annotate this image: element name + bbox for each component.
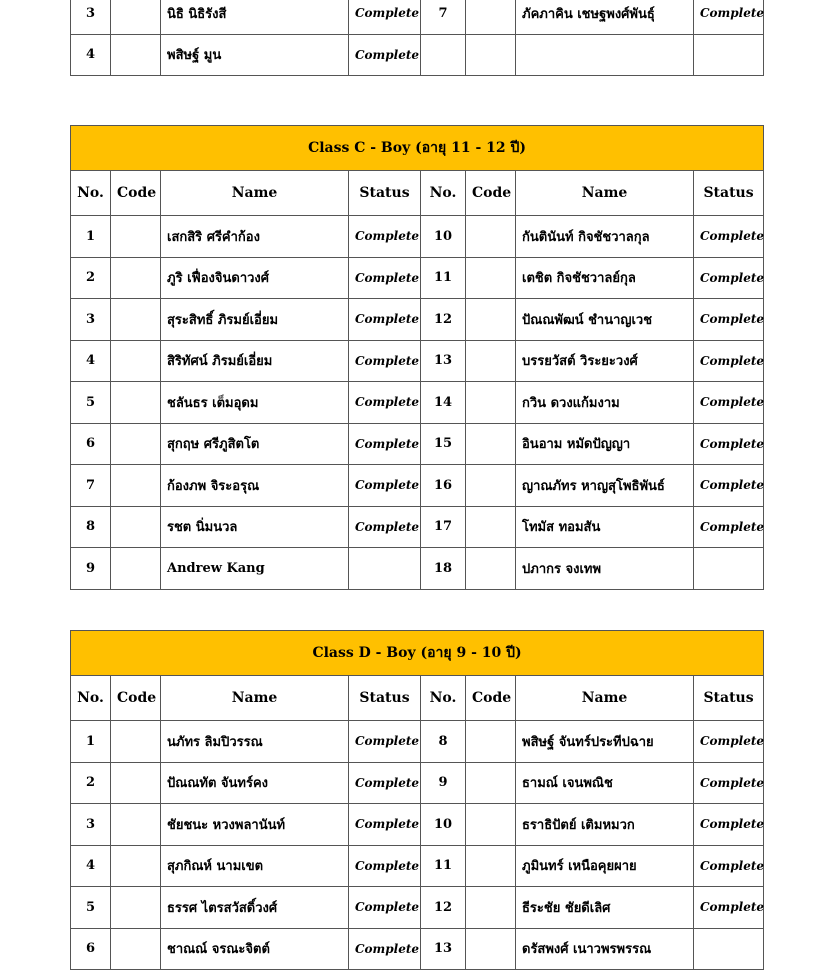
row-number: 18 <box>421 548 466 590</box>
row-name: พสิษฐ์ จันทร์ประทีปฉาย <box>516 721 694 763</box>
row-number: 15 <box>421 423 466 465</box>
table-row <box>71 506 764 548</box>
row-code <box>466 299 516 341</box>
row-name: ปภากร จงเทพ <box>516 548 694 590</box>
row-name: อินอาม หมัดปัญญา <box>516 423 694 465</box>
row-name: เสกสิริ ศรีคำก้อง <box>161 216 349 258</box>
row-status: Complete <box>349 762 421 804</box>
row-code <box>466 0 516 34</box>
header-status: Status <box>694 171 764 216</box>
row-status: Complete <box>694 216 764 258</box>
header-no: No. <box>421 171 466 216</box>
row-status: Complete <box>349 216 421 258</box>
row-number: 4 <box>71 845 111 887</box>
row-code <box>466 382 516 424</box>
row-status: Complete <box>694 299 764 341</box>
row-number: 10 <box>421 804 466 846</box>
header-code: Code <box>466 171 516 216</box>
class-c-title: Class C - Boy (อายุ 11 - 12 ปี) <box>71 126 764 171</box>
row-status: Complete <box>349 506 421 548</box>
header-no: No. <box>71 171 111 216</box>
header-name: Name <box>516 676 694 721</box>
table-row <box>71 257 764 299</box>
row-number: 12 <box>421 299 466 341</box>
row-number: 9 <box>421 762 466 804</box>
row-number: 6 <box>71 928 111 970</box>
row-code <box>111 721 161 763</box>
row-code <box>111 0 161 34</box>
class-d-table <box>70 630 764 970</box>
table-row <box>71 762 764 804</box>
row-status <box>694 548 764 590</box>
row-name: ชาณณ์ จรณะจิตต์ <box>161 928 349 970</box>
row-number: 13 <box>421 340 466 382</box>
row-number <box>421 34 466 76</box>
row-status: Complete <box>349 465 421 507</box>
row-status: Complete <box>694 465 764 507</box>
row-code <box>111 845 161 887</box>
row-code <box>111 34 161 76</box>
row-name: Andrew Kang <box>161 548 349 590</box>
row-code <box>466 721 516 763</box>
row-number: 3 <box>71 0 111 34</box>
row-code <box>466 506 516 548</box>
row-code <box>466 548 516 590</box>
row-status: Complete <box>349 0 421 34</box>
row-number: 8 <box>71 506 111 548</box>
row-status: Complete <box>349 257 421 299</box>
row-number: 11 <box>421 845 466 887</box>
row-name: ปัณณพัฒน์ ชำนาญเวช <box>516 299 694 341</box>
row-name <box>516 34 694 76</box>
row-code <box>111 548 161 590</box>
row-number: 11 <box>421 257 466 299</box>
table-row <box>71 216 764 258</box>
row-status <box>694 928 764 970</box>
row-name: ธามณ์ เจนพณิช <box>516 762 694 804</box>
row-name: ธรรศ ไตรสวัสดิ์วงศ์ <box>161 887 349 929</box>
row-number: 10 <box>421 216 466 258</box>
row-code <box>466 845 516 887</box>
row-name: กวิน ดวงแก้มงาม <box>516 382 694 424</box>
row-status: Complete <box>694 423 764 465</box>
row-name: ปัณณทัต จันทร์คง <box>161 762 349 804</box>
header-name: Name <box>161 171 349 216</box>
previous-class-table <box>70 0 764 76</box>
row-name: ก้องภพ จิระอรุณ <box>161 465 349 507</box>
row-code <box>111 299 161 341</box>
row-code <box>466 465 516 507</box>
row-name: รชต นิ่มนวล <box>161 506 349 548</box>
table-row <box>71 928 764 970</box>
row-status: Complete <box>694 506 764 548</box>
row-number: 5 <box>71 382 111 424</box>
class-c-header-row <box>71 171 764 216</box>
row-status: Complete <box>349 887 421 929</box>
row-status: Complete <box>349 845 421 887</box>
row-name: ชลันธร เต็มอุดม <box>161 382 349 424</box>
row-number: 4 <box>71 34 111 76</box>
row-code <box>111 340 161 382</box>
row-status: Complete <box>694 845 764 887</box>
row-status: Complete <box>349 382 421 424</box>
row-code <box>466 887 516 929</box>
row-name: สุกฤษ ศรีภูสิตโต <box>161 423 349 465</box>
header-no: No. <box>421 676 466 721</box>
row-code <box>111 465 161 507</box>
row-name: โทมัส ทอมสัน <box>516 506 694 548</box>
row-number: 13 <box>421 928 466 970</box>
table-row <box>71 845 764 887</box>
table-row <box>71 0 764 34</box>
row-number: 12 <box>421 887 466 929</box>
row-status: Complete <box>694 0 764 34</box>
row-number: 5 <box>71 887 111 929</box>
table-row <box>71 340 764 382</box>
row-status: Complete <box>694 257 764 299</box>
row-code <box>111 382 161 424</box>
row-status <box>349 548 421 590</box>
row-name: ภูมินทร์ เหนือคุยผาย <box>516 845 694 887</box>
row-code <box>466 257 516 299</box>
header-name: Name <box>516 171 694 216</box>
row-number: 7 <box>71 465 111 507</box>
row-name: เตชิต กิจชัชวาลย์กุล <box>516 257 694 299</box>
row-status: Complete <box>694 887 764 929</box>
row-code <box>466 928 516 970</box>
row-number: 3 <box>71 804 111 846</box>
row-name: พสิษฐ์ มูน <box>161 34 349 76</box>
row-status: Complete <box>349 340 421 382</box>
header-status: Status <box>349 171 421 216</box>
row-number: 9 <box>71 548 111 590</box>
row-code <box>466 762 516 804</box>
row-number: 4 <box>71 340 111 382</box>
row-name: นิธิ นิธิรังสี <box>161 0 349 34</box>
row-code <box>111 928 161 970</box>
row-code <box>466 804 516 846</box>
table-row <box>71 887 764 929</box>
row-status: Complete <box>349 34 421 76</box>
row-number: 16 <box>421 465 466 507</box>
row-status <box>694 34 764 76</box>
row-status: Complete <box>694 721 764 763</box>
header-code: Code <box>466 676 516 721</box>
row-status: Complete <box>349 928 421 970</box>
row-code <box>111 804 161 846</box>
table-row <box>71 721 764 763</box>
row-name: ธราธิปัตย์ เติมหมวก <box>516 804 694 846</box>
row-number: 1 <box>71 216 111 258</box>
row-name: สิริทัศน์ ภิรมย์เอี่ยม <box>161 340 349 382</box>
row-name: ภูริ เฟื่องจินดาวงศ์ <box>161 257 349 299</box>
class-d-title: Class D - Boy (อายุ 9 - 10 ปี) <box>71 631 764 676</box>
row-code <box>466 340 516 382</box>
row-status: Complete <box>349 804 421 846</box>
table-row <box>71 299 764 341</box>
row-name: สุระสิทธิ์ ภิรมย์เอี่ยม <box>161 299 349 341</box>
row-number: 7 <box>421 0 466 34</box>
row-status: Complete <box>349 721 421 763</box>
row-code <box>111 762 161 804</box>
row-number: 2 <box>71 257 111 299</box>
header-status: Status <box>349 676 421 721</box>
row-name: ชัยชนะ หวงพลานันท์ <box>161 804 349 846</box>
row-number: 1 <box>71 721 111 763</box>
table-row <box>71 382 764 424</box>
table-row <box>71 548 764 590</box>
row-name: กันตินันท์ กิจชัชวาลกุล <box>516 216 694 258</box>
row-status: Complete <box>349 299 421 341</box>
row-status: Complete <box>694 804 764 846</box>
row-name: บรรยวัสต์ วิระยะวงศ์ <box>516 340 694 382</box>
row-code <box>111 887 161 929</box>
header-code: Code <box>111 171 161 216</box>
row-code <box>111 506 161 548</box>
row-code <box>111 423 161 465</box>
row-code <box>466 216 516 258</box>
row-number: 17 <box>421 506 466 548</box>
row-code <box>466 423 516 465</box>
row-status: Complete <box>694 340 764 382</box>
row-code <box>111 216 161 258</box>
table-row <box>71 423 764 465</box>
header-no: No. <box>71 676 111 721</box>
row-name: สุภกิณห์ นามเขต <box>161 845 349 887</box>
table-row <box>71 34 764 76</box>
row-name: ดรัสพงศ์ เนาวพรพรรณ <box>516 928 694 970</box>
header-name: Name <box>161 676 349 721</box>
row-number: 3 <box>71 299 111 341</box>
row-status: Complete <box>694 382 764 424</box>
class-d-header-row <box>71 676 764 721</box>
row-number: 2 <box>71 762 111 804</box>
row-name: ภัคภาคิน เชษฐพงศ์พันธุ์ <box>516 0 694 34</box>
class-c-table <box>70 125 764 590</box>
row-name: นภัทร ลิมปิวรรณ <box>161 721 349 763</box>
row-code <box>466 34 516 76</box>
row-number: 8 <box>421 721 466 763</box>
table-row <box>71 804 764 846</box>
row-status: Complete <box>349 423 421 465</box>
header-code: Code <box>111 676 161 721</box>
header-status: Status <box>694 676 764 721</box>
row-code <box>111 257 161 299</box>
row-name: ธีระชัย ชัยดีเลิศ <box>516 887 694 929</box>
row-status: Complete <box>694 762 764 804</box>
row-number: 6 <box>71 423 111 465</box>
table-row <box>71 465 764 507</box>
row-name: ญาณภัทร หาญสุโพธิพันธ์ <box>516 465 694 507</box>
row-number: 14 <box>421 382 466 424</box>
